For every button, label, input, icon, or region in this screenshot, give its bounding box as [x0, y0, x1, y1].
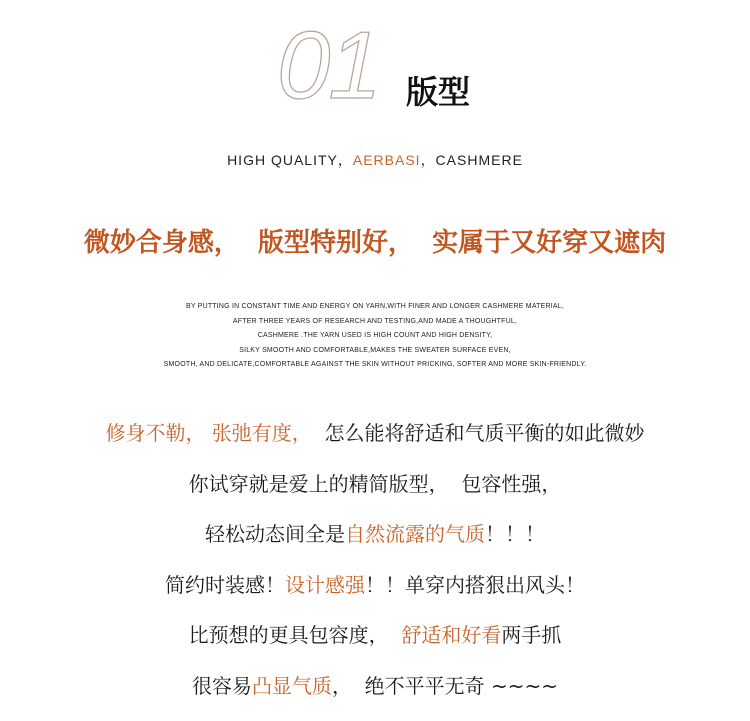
slogan: 微妙合身感， 版型特别好， 实属于又好穿又遮肉: [83, 228, 667, 258]
highlight: 舒适和好看: [401, 623, 502, 647]
line-text: 轻松动态间全是: [205, 522, 345, 546]
description-line: [0, 618, 750, 669]
english-line: SMOOTH, AND DELICATE,COMFORTABLE AGAINST THE SKIN WITHOUT PRICKING, SOFTER AND MORE SKIN-FRIENDLY.: [163, 361, 587, 368]
highlight: 凸显气质: [251, 673, 332, 698]
description-lines: [0, 416, 750, 719]
brand-name: AERBASI: [352, 152, 421, 168]
line-text: ！！！: [485, 522, 545, 546]
description-line: [0, 669, 750, 720]
english-line: BY PUTTING IN CONSTANT TIME AND ENERGY ON YARN,WITH FINER AND LONGER CASHMERE MATERIAL,: [185, 303, 565, 310]
english-line: SILKY SMOOTH AND COMFORTABLE,MAKES THE SWEATER SURFACE EVEN,: [239, 346, 511, 354]
section-number: 01: [277, 12, 380, 119]
line-text: ， 绝不平平无奇 ~~~~: [331, 673, 559, 698]
highlight: 自然流露的气质: [345, 522, 485, 546]
subline-pre: HIGH QUALITY，: [227, 152, 353, 168]
line-text: 很容易: [191, 673, 252, 698]
line-text: 两手抓: [501, 623, 562, 647]
subline-post: ，CASHMERE: [420, 152, 523, 168]
english-line: AFTER THREE YEARS OF RESEARCH AND TESTING,AND MADE A THOUGHTFUL,: [232, 317, 518, 325]
line-text: 比预想的更具包容度，: [188, 623, 402, 647]
highlight: 修身不勒，: [105, 421, 206, 445]
line-text: ！！单穿内搭狠出风头！: [365, 572, 585, 597]
description-line: [0, 517, 750, 568]
highlight: 设计感强: [285, 572, 365, 597]
line-text: 怎么能将舒适和气质平衡的如此微妙: [324, 421, 645, 445]
english-line: CASHMERE .THE YARN USED IS HIGH COUNT AND HIGH DENSITY,: [257, 332, 493, 339]
brand-subline: [0, 150, 750, 170]
section-title: 版型: [406, 73, 471, 111]
description-line: [0, 416, 750, 467]
highlight: 张弛有度，: [211, 421, 312, 445]
description-line: [0, 568, 750, 619]
line-text: 你试穿就是爱上的精简版型， 包容性强，: [188, 471, 562, 496]
description-line: [0, 467, 750, 518]
english-description: [0, 300, 750, 373]
line-text: 简约时装感！: [165, 572, 285, 597]
